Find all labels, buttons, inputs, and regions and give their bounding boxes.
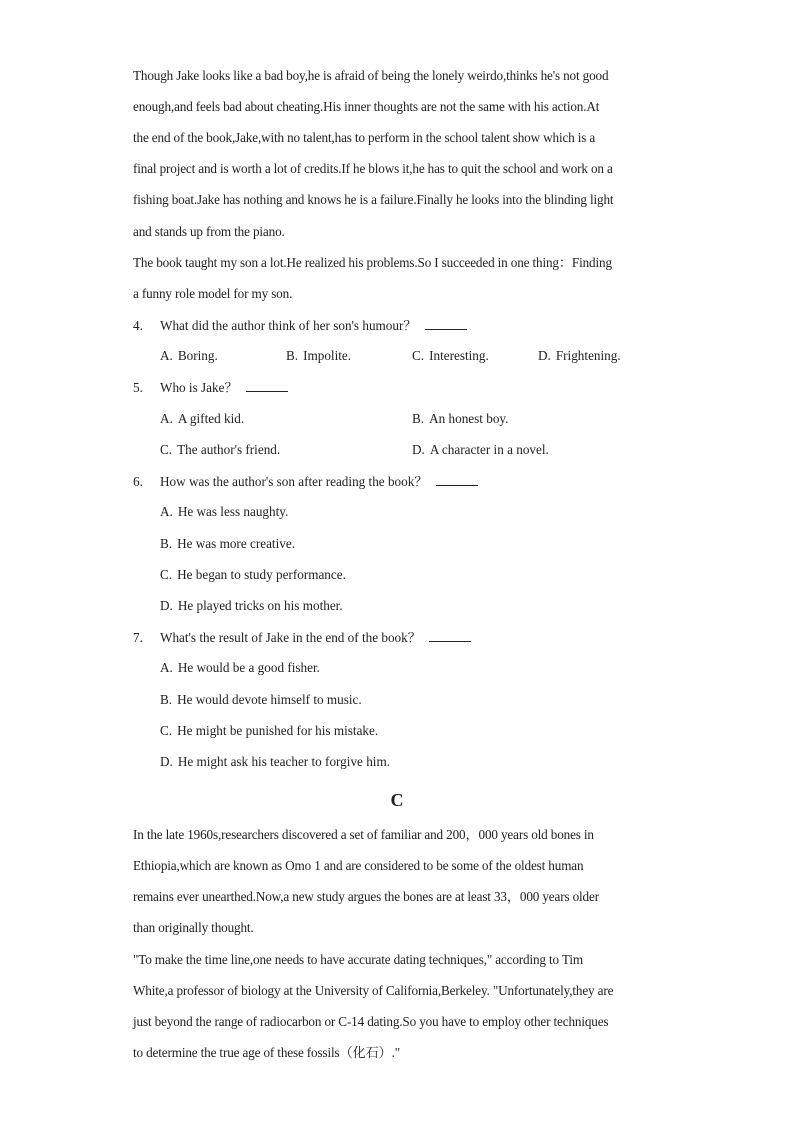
passage-c-line: remains ever unearthed.Now,a new study argues the bones are at least 33，000 years older bbox=[133, 889, 599, 904]
passage-b-line: The book taught my son a lot.He realized his problems.So I succeeded in one thing：Finding bbox=[133, 255, 612, 270]
question-number: 4. bbox=[133, 318, 143, 333]
option-b[interactable]: B. An honest boy. bbox=[412, 411, 509, 426]
passage-c-line: to determine the true age of these fossils（化石）." bbox=[133, 1045, 400, 1060]
option-a[interactable]: A. He was less naughty. bbox=[160, 504, 289, 519]
passage-c-line: Ethiopia,which are known as Omo 1 and are considered to be some of the oldest human bbox=[133, 858, 584, 873]
option-c[interactable]: C. He began to study performance. bbox=[160, 567, 346, 582]
passage-b-line: the end of the book,Jake,with no talent,has to perform in the school talent show which is a bbox=[133, 130, 596, 145]
question-number: 6. bbox=[133, 474, 143, 489]
answer-blank[interactable] bbox=[246, 379, 288, 392]
answer-blank[interactable] bbox=[436, 473, 478, 486]
section-heading: C bbox=[390, 790, 404, 810]
option-d[interactable]: D. He might ask his teacher to forgive him. bbox=[160, 754, 390, 769]
passage-b-line: Though Jake looks like a bad boy,he is afraid of being the lonely weirdo,thinks he's not good bbox=[133, 68, 609, 83]
question-text: Who is Jake？ bbox=[160, 379, 288, 396]
answer-blank[interactable] bbox=[429, 629, 471, 642]
question-number: 5. bbox=[133, 380, 143, 395]
option-a[interactable]: A. Boring. bbox=[160, 348, 218, 363]
passage-c-line: "To make the time line,one needs to have accurate dating techniques," according to Tim bbox=[133, 952, 583, 967]
option-b[interactable]: B. He would devote himself to music. bbox=[160, 692, 362, 707]
passage-b-line: and stands up from the piano. bbox=[133, 224, 285, 239]
option-d[interactable]: D. Frightening. bbox=[538, 348, 621, 363]
option-c[interactable]: C. Interesting. bbox=[412, 348, 489, 363]
option-c[interactable]: C. He might be punished for his mistake. bbox=[160, 723, 379, 738]
passage-c-line: In the late 1960s,researchers discovered a set of familiar and 200，000 years old bones in bbox=[133, 827, 594, 842]
answer-blank[interactable] bbox=[425, 317, 467, 330]
option-d[interactable]: D. A character in a novel. bbox=[412, 442, 549, 457]
passage-c-line: just beyond the range of radiocarbon or C-14 dating.So you have to employ other techniques bbox=[133, 1014, 609, 1029]
question-text: What's the result of Jake in the end of the book？ bbox=[160, 629, 471, 646]
option-a[interactable]: A. A gifted kid. bbox=[160, 411, 245, 426]
question-number: 7. bbox=[133, 630, 143, 645]
option-d[interactable]: D. He played tricks on his mother. bbox=[160, 598, 343, 613]
passage-b-line: fishing boat.Jake has nothing and knows he is a failure.Finally he looks into the blinding light bbox=[133, 192, 614, 207]
passage-b-line: a funny role model for my son. bbox=[133, 286, 293, 301]
option-b[interactable]: B. Impolite. bbox=[286, 348, 352, 363]
passage-b-line: final project and is worth a lot of credits.If he blows it,he has to quit the school and work on a bbox=[133, 161, 613, 176]
option-b[interactable]: B. He was more creative. bbox=[160, 536, 295, 551]
passage-b-line: enough,and feels bad about cheating.His inner thoughts are not the same with his action.At bbox=[133, 99, 600, 114]
passage-c-line: White,a professor of biology at the University of California,Berkeley. "Unfortunately,they are bbox=[133, 983, 614, 998]
option-c[interactable]: C. The author's friend. bbox=[160, 442, 281, 457]
option-a[interactable]: A. He would be a good fisher. bbox=[160, 660, 320, 675]
question-text: How was the author's son after reading the book？ bbox=[160, 473, 478, 490]
passage-c-line: than originally thought. bbox=[133, 920, 254, 935]
question-text: What did the author think of her son's humour？ bbox=[160, 317, 467, 334]
